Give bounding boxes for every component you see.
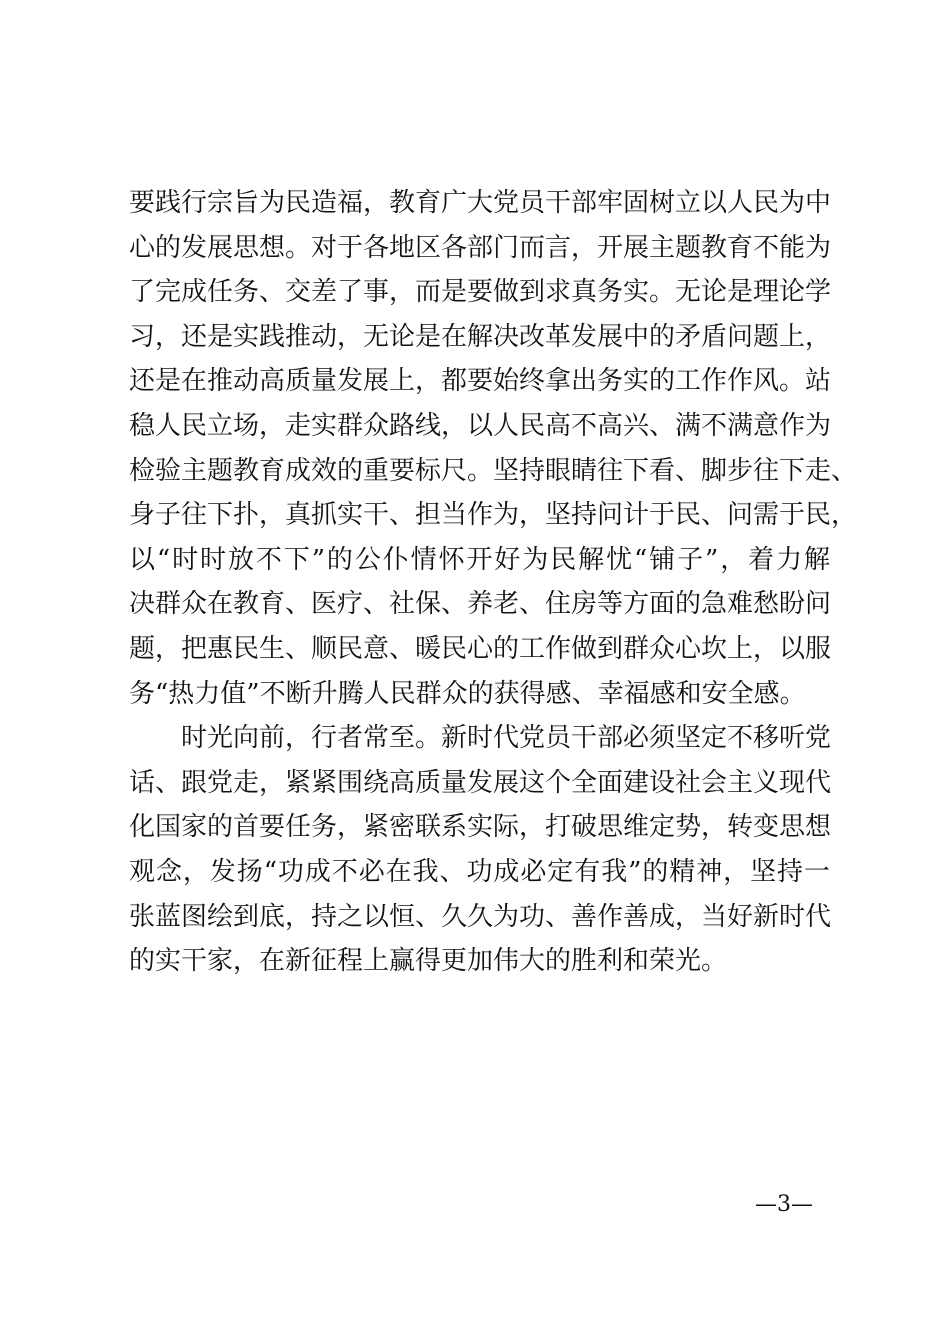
text-line: 化国家的首要任务，紧密联系实际，打破思维定势，转变思想 <box>129 812 832 843</box>
text-line: 张蓝图绘到底，持之以恒、久久为功、善作善成，当好新时代 <box>129 901 832 932</box>
text-line: 还是在推动高质量发展上，都要始终拿出务实的工作作风。站 <box>129 366 832 397</box>
page-number: —3— <box>755 1192 813 1217</box>
text-line: 身子往下扑，真抓实干、担当作为，坚持问计于民、问需于民， <box>129 500 858 531</box>
body-text <box>129 181 858 984</box>
text-line: 要践行宗旨为民造福，教育广大党员干部牢固树立以人民为中 <box>129 188 832 218</box>
text-line: 稳人民立场，走实群众路线，以人民高不高兴、满不满意作为 <box>129 410 832 441</box>
paragraph-2 <box>129 716 830 984</box>
text-line: 题，把惠民生、顺民意、暖民心的工作做到群众心坎上，以服 <box>129 633 832 664</box>
text-line: 时光向前，行者常至。新时代党员干部必须坚定不移听党 <box>181 723 832 754</box>
text-line: 观念，发扬“功成不必在我、功成必定有我”的精神，坚持一 <box>129 856 830 887</box>
text-line: 了完成任务、交差了事，而是要做到求真务实。无论是理论学 <box>129 277 832 308</box>
text-line: 心的发展思想。对于各地区各部门而言，开展主题教育不能为 <box>129 232 832 263</box>
text-line: 话、跟党走，紧紧围绕高质量发展这个全面建设社会主义现代 <box>129 767 832 798</box>
paragraph-1 <box>129 181 858 716</box>
text-line: 决群众在教育、医疗、社保、养老、住房等方面的急难愁盼问 <box>129 589 832 620</box>
text-line: 习，还是实践推动，无论是在解决改革发展中的矛盾问题上， <box>129 321 832 352</box>
text-line: 以“时时放不下”的公仆情怀开好为民解忧“铺子”，着力解 <box>129 544 830 575</box>
text-line: 务“热力值”不断升腾人民群众的获得感、幸福感和安全感。 <box>129 678 806 709</box>
text-line: 检验主题教育成效的重要标尺。坚持眼睛往下看、脚步往下走、 <box>129 455 858 486</box>
text-line: 的实干家，在新征程上赢得更加伟大的胜利和荣光。 <box>129 946 728 977</box>
